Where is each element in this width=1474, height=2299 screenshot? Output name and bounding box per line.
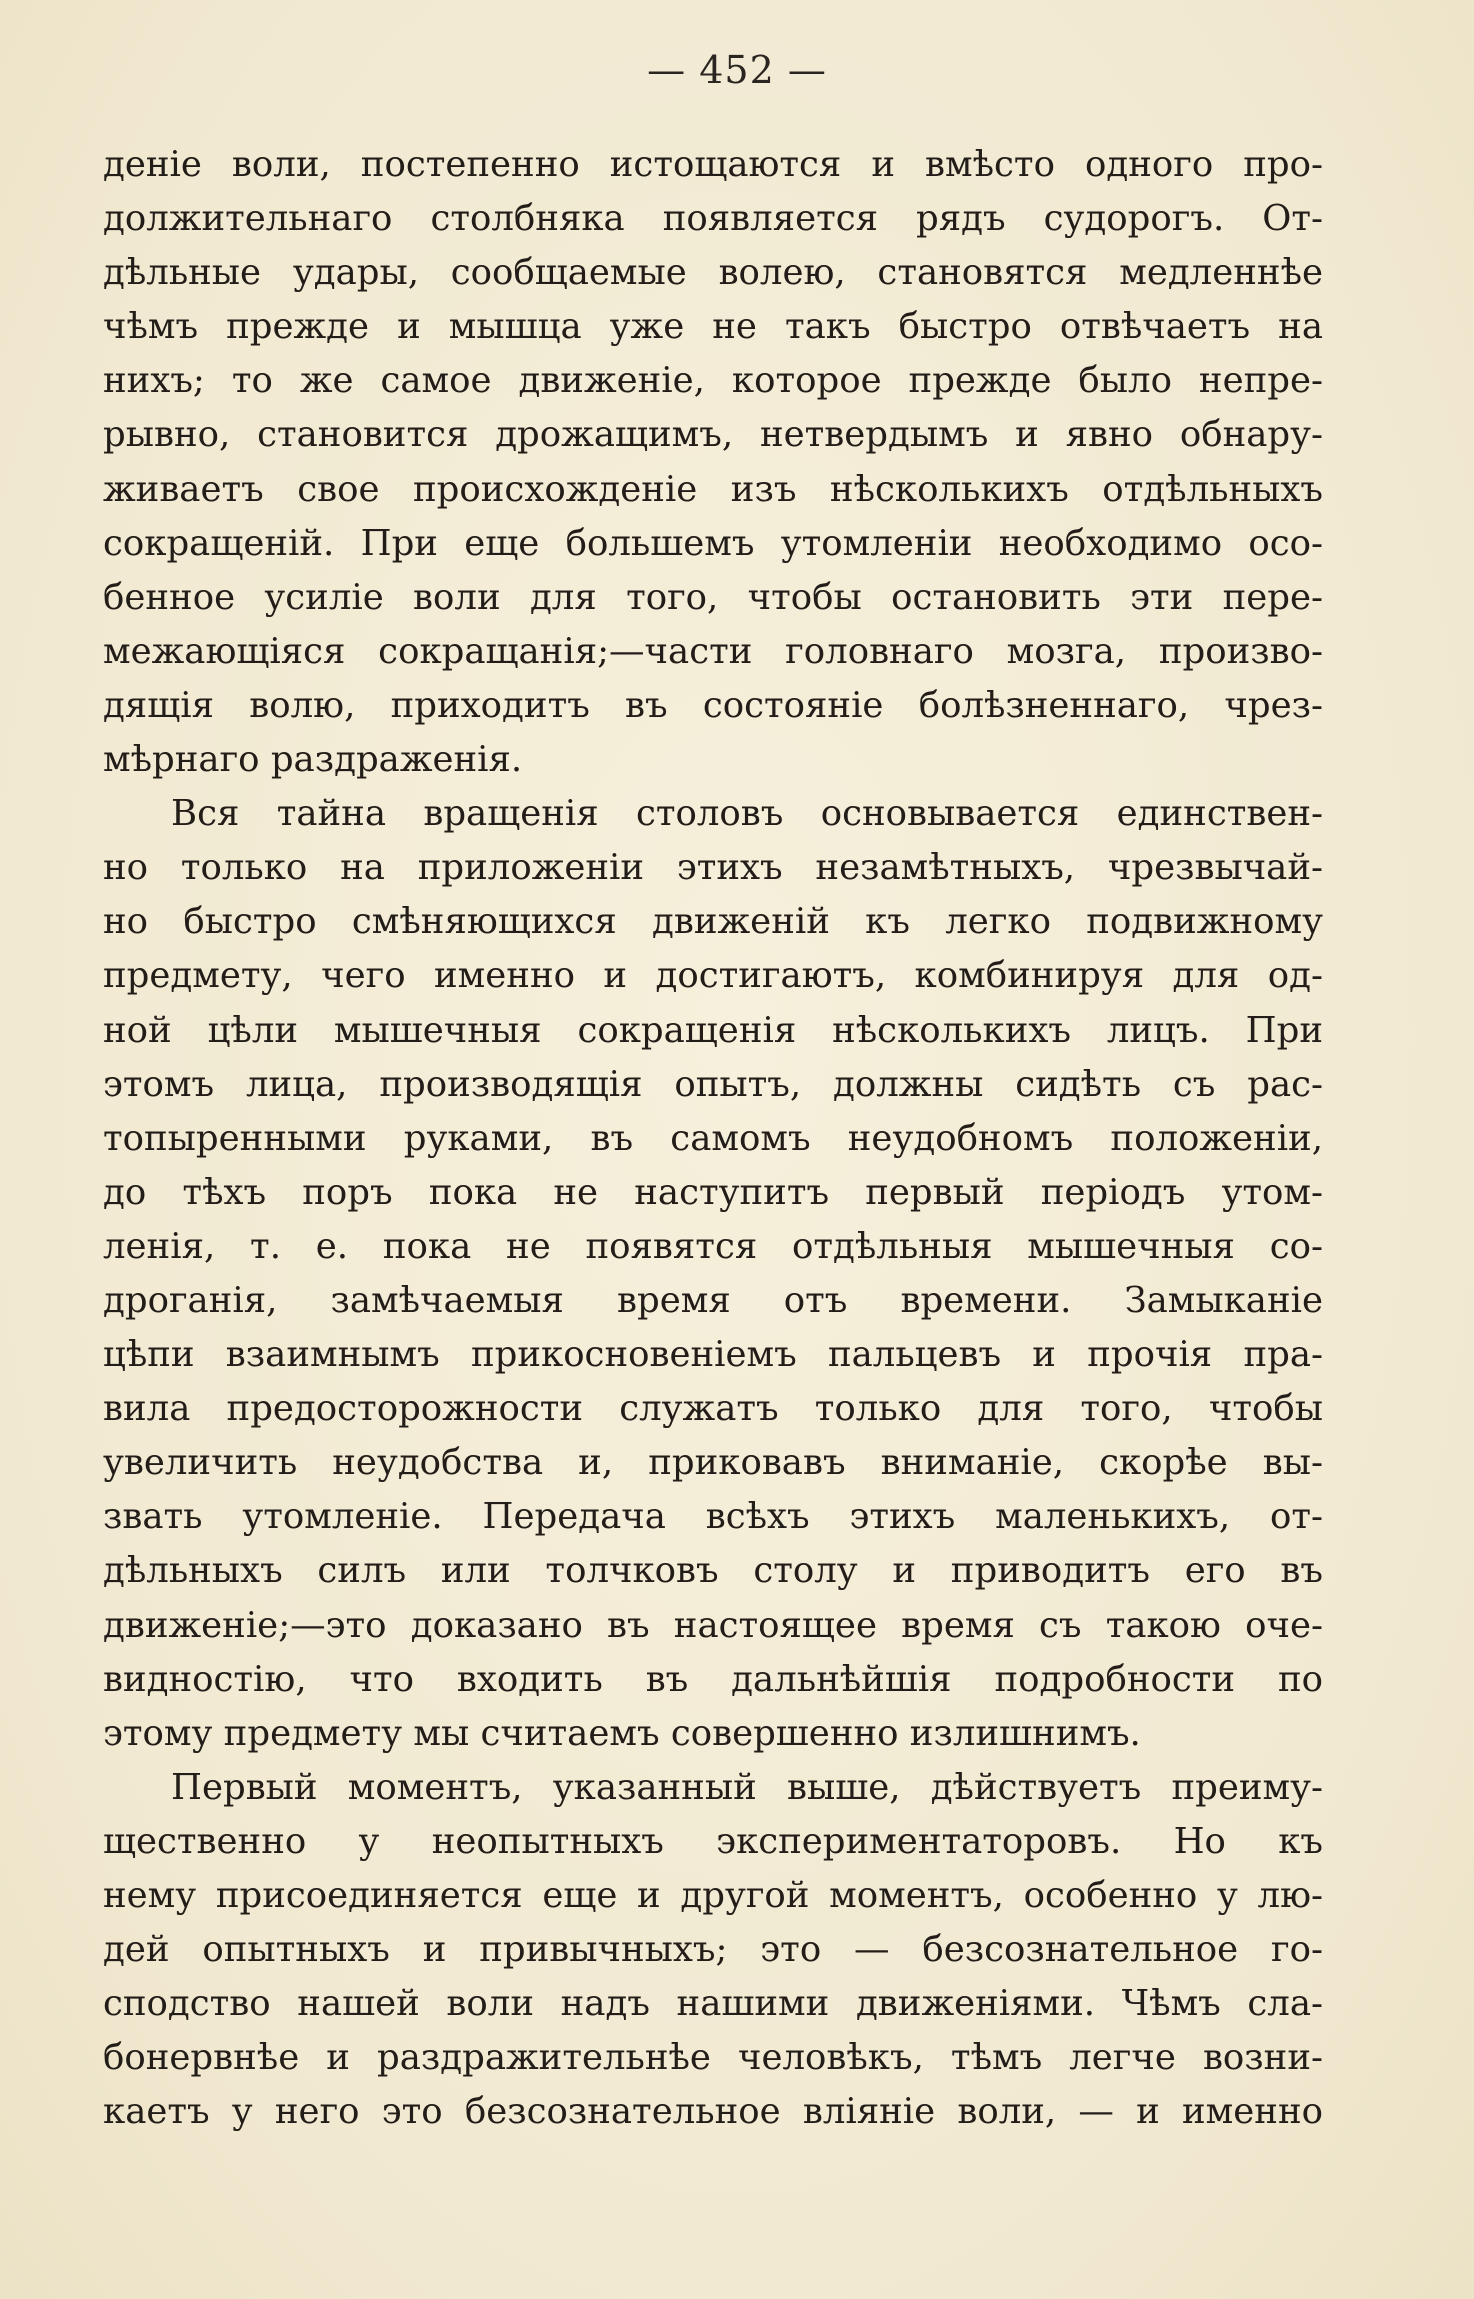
text-line: сокращеній. При еще большемъ утомленіи необходимо осо- <box>103 522 1323 564</box>
text-line: дей опытныхъ и привычныхъ; это — безсознательное го- <box>103 1929 1323 1971</box>
text-line: нему присоединяется еще и другой моментъ, особенно у лю- <box>103 1875 1323 1916</box>
text-line: этомъ лица, производящія опытъ, должны сидѣть съ рас- <box>103 1063 1323 1105</box>
text-line: но быстро смѣняющихся движеній къ легко подвижному <box>103 901 1323 943</box>
text-line: Первый моментъ, указанный выше, дѣйствуетъ преиму- <box>171 1766 1323 1808</box>
text-line: деніе воли, постепенно истощаются и вмѣсто одного про- <box>103 144 1323 185</box>
text-line: живаетъ свое происхожденіе изъ нѣсколькихъ отдѣльныхъ <box>103 468 1323 510</box>
text-line: видностію, что входить въ дальнѣйшія подробности по <box>103 1658 1323 1700</box>
text-line: вила предосторожности служатъ только для того, чтобы <box>103 1388 1323 1430</box>
text-line: до тѣхъ поръ пока не наступитъ первый періодъ утом- <box>103 1171 1323 1213</box>
text-line: этому предмету мы считаемъ совершенно излишнимъ. <box>103 1712 1141 1754</box>
text-line: мѣрнаго раздраженія. <box>103 739 523 781</box>
text-line: дящія волю, приходитъ въ состояніе болѣзненнаго, чрез- <box>103 684 1323 726</box>
text-line: звать утомленіе. Передача всѣхъ этихъ маленькихъ, от- <box>103 1496 1323 1538</box>
text-line: должительнаго столбняка появляется рядъ судорогъ. От- <box>103 198 1323 240</box>
text-line: дѣльныхъ силъ или толчковъ столу и приводитъ его въ <box>103 1550 1323 1592</box>
text-line: Вся тайна вращенія столовъ основывается единствен- <box>171 793 1323 835</box>
text-line: щественно у неопытныхъ экспериментаторовъ. Но къ <box>103 1820 1323 1862</box>
text-line: но только на приложеніи этихъ незамѣтныхъ, чрезвычай- <box>103 847 1323 889</box>
text-line: бонервнѣе и раздражительнѣе человѣкъ, тѣмъ легче возни- <box>103 2037 1323 2079</box>
text-line: цѣпи взаимнымъ прикосновеніемъ пальцевъ и прочія пра- <box>103 1334 1323 1376</box>
text-line: чѣмъ прежде и мышца уже не такъ быстро отвѣчаетъ на <box>103 306 1323 348</box>
text-line: ной цѣли мышечныя сокращенія нѣсколькихъ лицъ. При <box>103 1009 1323 1051</box>
paragraph-3 <box>103 1761 1323 2140</box>
text-line: увеличить неудобства и, приковавъ вниманіе, скорѣе вы- <box>103 1442 1323 1484</box>
text-line: бенное усиліе воли для того, чтобы остановить эти пере- <box>103 576 1323 618</box>
text-line: межающіяся сокращанія;—части головнаго мозга, произво- <box>103 630 1323 672</box>
text-line: нихъ; то же самое движеніе, которое прежде было непре- <box>103 360 1323 402</box>
text-line: сподство нашей воли надъ нашими движеніями. Чѣмъ сла- <box>103 1983 1323 2025</box>
body-text <box>103 138 1323 2139</box>
text-line: дроганія, замѣчаемыя время отъ времени. Замыканіе <box>103 1279 1323 1321</box>
text-line: топыренными руками, въ самомъ неудобномъ положеніи, <box>103 1117 1323 1159</box>
text-line: рывно, становится дрожащимъ, нетвердымъ и явно обнару- <box>103 414 1323 456</box>
page-number: — 452 — <box>647 48 827 92</box>
paragraph-2 <box>103 787 1323 1761</box>
text-line: предмету, чего именно и достигаютъ, комбинируя для од- <box>103 955 1323 997</box>
text-line: каетъ у него это безсознательное вліяніе воли, — и именно <box>103 2091 1323 2133</box>
text-line: движеніе;—это доказано въ настоящее время съ такою оче- <box>103 1604 1323 1646</box>
text-line: дѣльные удары, сообщаемые волею, становятся медленнѣе <box>103 252 1323 294</box>
paragraph-1 <box>103 138 1323 787</box>
text-line: ленія, т. е. пока не появятся отдѣльныя мышечныя со- <box>103 1225 1323 1267</box>
